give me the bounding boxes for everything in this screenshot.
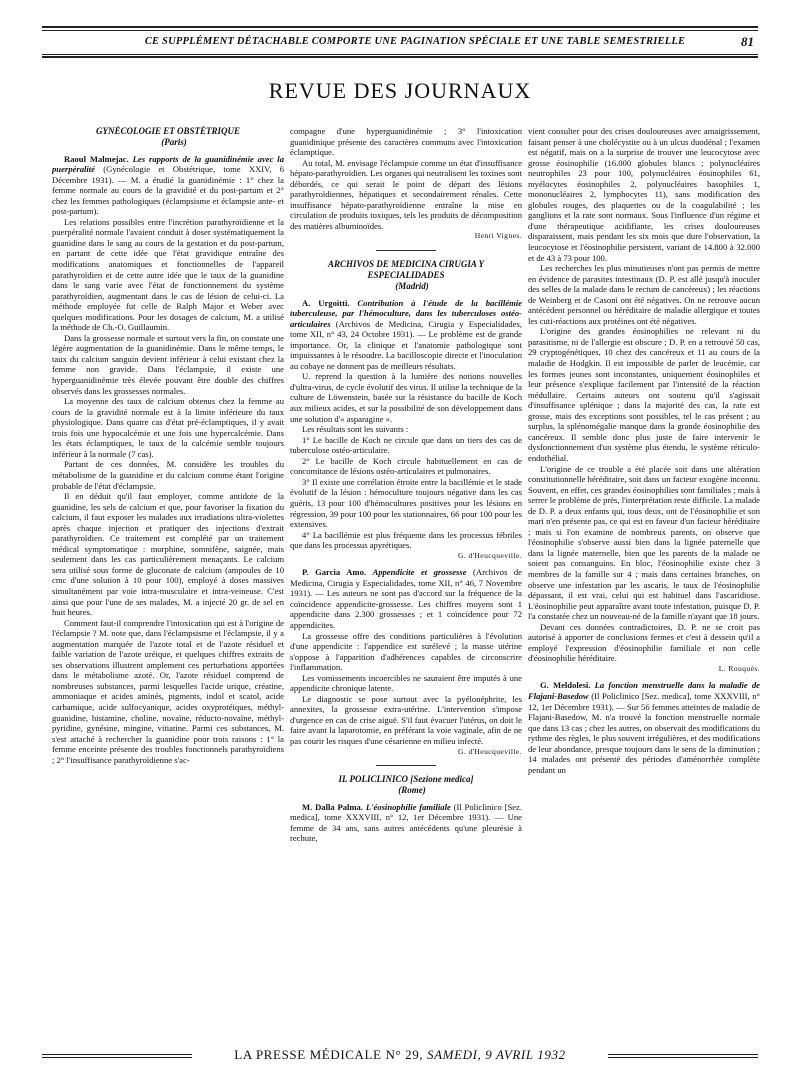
- paragraph: Il en déduit qu'il faut employer, comme antidote de la guanidine, les sels de calcium et que, pour favoriser la fixation du calcium, il faut exposer les malades aux irradiations ultra-violettes après chaque injection et pratiquer des injections d'extrait parathyroïdien. Ce traitement est complété par un traitement médical symptomatique : morphine, somnifène, saignée, mais seulement dans les cas particulièrement menaçants. Le calcium sera utilisé sous forme de gluconate de calcium (ampoules de 10 cmc d'une solution à 10 pour 100), employé à doses massives simultanément par voie intra-musculaire et intra-veineuse. C'est ainsi que pour l'une de ses malades, M. a injecté 20 gr. de sel en huit heures.: [52, 491, 284, 618]
- article-reference: (Archivos de Medicina, Cirugia y Especialidades, tome XII, n° 43, 24 Octobre 1931). — Le problème est de grande importance. Or, la clinique et l'anatomie pathologique sont impuissantes à le résoudre. La bacilloscopie directe et l'inoculation au cobaye ne donnent pas de meilleurs résultats.: [290, 318, 522, 371]
- paragraph: Dans la grossesse normale et surtout vers la fin, on constate une légère augmentation de la guanidinémie. Dans le même temps, le taux du calcium sanguin devient inférieur à celui existant chez la femme non gravide. Dans l'éclampsie, il existe une hyperguanidinémie très élevée pouvant être double des chiffres observés dans les grossesses normales.: [52, 332, 284, 396]
- article-reference: (Il Policlinico [Sez. medica], tome XXXVIII, n° 12, 1er Décembre 1931). — Sur 56 femmes atteintes de maladie de Flajani-Basedow, M. n'a trouvé la fonction menstruelle normale que dans 13 cas ; chez les autres, on observait des modifications du rythme des règles, le plus souvent irrégulières, et des modifications de leur abondance, presque toujours dans le sens de la diminution ; 14 malades ont présenté des périodes d'aménorrhée complète pendant un: [528, 690, 760, 775]
- paragraph: 2° Le bacille de Koch circule habituellement en cas de concomitance de lésions ostéo-articulaires et pulmonaires.: [290, 455, 522, 477]
- section-location: (Rome): [398, 785, 426, 796]
- top-rule: [42, 26, 758, 28]
- article-title: Les rapports de la guanidinémie avec la puerpéralité: [52, 153, 284, 175]
- paragraph: Au total, M. envisage l'éclampsie comme un état d'insuffisance hépato-parathyroïdien. Les organes qui neutralisent les toxines sont débordés, ce qui serait le point de départ des lésions parathyroïdiennes, hépatiques et secondairement rénales. Cette insuffisance hépato-parathyroïdienne entraîne la mise en circulation de produits toxiques, tels les produits de décomposition des matières albuminoïdes.: [290, 157, 522, 231]
- article-author: G. Meldolesi.: [540, 680, 591, 691]
- paragraph: Les recherches les plus minutieuses n'ont pas permis de mettre en évidence de parasites intestinaux (D. P. est allé jusqu'à inoculer des selles de la malade dans le rectum de cancéreux) ; les réactions de Weinberg et de Casoni ont été négatives. On ne retrouve aucun antécédent personnel ou héréditaire de maladie allergique et toutes les cuti-réactions aux protéines ont été négatives.: [528, 263, 760, 326]
- paragraph: La moyenne des taux de calcium obtenus chez la femme au cours de la gravidité normale est à la limite inférieure du taux physiologique. Dans quatre cas d'état pré-éclamptiques, il y avait trois fois une hypocalcémie et une fois une hypercalcémie. Dans les états éclamptiques, le taux de la calcémie semble toujours inférieur à la normale (7 cas).: [52, 396, 284, 459]
- article-reference: (Il Policlinico [Sez. medica], tome XXXVIII, n° 12, 1er Décembre 1931). — Une femme de 34 ans, sans autres antécédents qu'une pleurésie à rechute,: [290, 801, 522, 844]
- section-title: GYNÉCOLOGIE ET OBSTÉTRIQUE: [95, 126, 241, 136]
- article-lead: [290, 802, 522, 844]
- column-2: [290, 126, 522, 1046]
- paragraph: Devant ces données contradictoires, D. P. ne se croit pas autorisé à apporter de conclusions fermes et c'est à dessein qu'il a employé l'expression d'éosinophilie familiale et non celle d'éosinophilie héréditaire.: [528, 621, 760, 664]
- article-reference: (Archivos de Medicina, Cirugia y Especialidades, tome XII, n° 46, 7 Novembre 1931). — Les auteurs ne sont pas d'accord sur la fréquence de la coïncidence appendicite-grossesse. Les chiffres moyens sont 1 appendicite dans 2.300 grossesses ; et 1 coïncidence pour 72 appendicites.: [290, 567, 522, 630]
- paragraph: L'origine de ce trouble a été placée soit dans une altération constitutionnelle héréditaire, soit dans un facteur exogène inconnu. Souvent, en effet, ces grandes éosinophilies sont familiales ; mais à serrer le problème de près, l'interprétation reste difficile. La malade de D. P. a deux enfants qui, tous deux, ont de l'éosinophilie et son mari n'en présente pas, ce qui est en faveur d'un facteur héréditaire ; mais si l'on examine de nombreux parents, on observe que l'éosinophilie s'observe aussi bien dans la lignée paternelle que dans la lignée maternelle, bien que les parents de la malade ne soient pas consanguins. En bloc, l'éosinophilie existe chez 3 membres de la famille sur 4 ; mais dans certaines branches, on observe une infestation par les ascaris, le taux de l'éosinophilie dépassant, il est vrai, celui qui est habituel dans l'ascaridiose. L'éosinophilie peut apparaître avant toute infestation, puisque D. P. l'a constatée chez un nouveau-né de la famille n'ayant que 18 jours.: [528, 463, 760, 622]
- issue-number: N° 29,: [385, 1047, 424, 1062]
- top-rule-thin: [42, 30, 758, 31]
- paragraph: 1° Le bacille de Koch ne circule que dans un tiers des cas de tuberculose ostéo-articulaire.: [290, 434, 522, 456]
- section-title: IL POLICLINICO [Sezione medica]: [338, 774, 474, 785]
- paragraph: L'origine des grandes éosinophilies ne relevant ni du parasitisme, ni de l'allergie est obscure ; D. P. en a retrouvé 50 cas, 29 cryptogénétiques, 10 chez des cancéreux et 11 au cours de la maladie de Hodgkin. Il est impossible de parler de leucémie, car les formes jeunes sont inconstantes, uniquement éosinophiles et leur présence s'explique facilement par l'intensité de la réaction médullaire. Certains auteurs ont soutenu qu'il s'agissait d'insuffisance splénique ; dans la majorité des cas, la rate est grosse, mais des exceptions sont possibles, tel le cas présent ; au surplus, la splénomégalie manque dans la grande éosinophilie des cancéreux. Il semble donc plus juste de faire intervenir le dysfonctionnement d'un système plus étendu, le système réticulo-endothélial.: [528, 326, 760, 463]
- paragraph: Les relations possibles entre l'incrétion parathyroïdienne et la puerpéralité normale l'avaient conduit à doser systématiquement la guanidine dans le sang au cours de la gestation et du post-partum, en partant de cette idée que l'état gravidique entraîne des modifications anatomiques et fonctionnelles de l'appareil parathyroïdien et de cette autre idée que le taux de la guanidine dans le sang varie avec l'état de fonctionnement du système parathyroïdien, augmentant dans le cas de lésion de celui-ci. La méthode employée fut celle de Ralph Major et Weber avec quelques modifications. Pour les dosages de calcium, M. a utilisé la méthode de Ch.-O. Guillaumin.: [52, 216, 284, 333]
- paragraph: Le diagnostic se pose surtout avec la pyélonéphrite, les annexites, la grossesse extra-utérine. L'intervention s'impose d'urgence en cas de crise aiguë. S'il faut évacuer l'utérus, on doit le faire avant la laparotomie, en préférant la voie vaginale, afin de ne pas courir les risques d'une césarienne en milieu infecté.: [290, 693, 522, 746]
- paragraph: Comment faut-il comprendre l'intoxication qui est à l'origine de l'éclampsie ? M. note que, dans l'éclampsisme et l'éclampsie, il y a augmentation marquée de l'azote total et de l'azote résiduel et faible variation de l'azote uréique, et quelques chiffres extraits de ses observations illustrent amplement ces perturbations apportées dans le métabolisme azoté. Or, l'azote résiduel comprend de nombreuses substances, parmi lesquelles l'acide urique, créatine, ammoniaque et acides aminés, pigments, indol et scatol, acide carbamique, acide sulfocyanique, acides oxyprotéiques, méthyl-guanidine, histamine, choline, novaïne, réducto-novaïne, méthyl-pyridine, gynésine, mingine, vitiatine. Parmi ces substances, M. s'est attaché à rechercher la guanidine pour trois raisons : 1° la femme enceinte présente des troubles fonctionnels parathyroïdiens ; 2° l'insuffisance parathyroïdienne s'ac-: [52, 617, 284, 765]
- section-title: ARCHIVOS DE MEDICINA CIRUGIA Y ESPECIALIDADES: [328, 259, 484, 281]
- section-location: (Madrid): [395, 281, 429, 292]
- author-signature: G. d'Heucqueville.: [457, 746, 522, 756]
- author-signature: L. Rouquès.: [718, 663, 760, 673]
- header-rule: [42, 54, 758, 55]
- article-author: A. Urgoitti.: [302, 297, 350, 308]
- paragraph: 4° La bacillémie est plus fréquente dans les processus fébriles que dans les processus apyrétiques.: [290, 529, 522, 551]
- article-lead: [528, 680, 760, 775]
- paragraph: La grossesse offre des conditions particulières à l'évolution d'une appendicite : l'appendice est surélevé ; la masse utérine s'oppose à l'apparition d'adhérences capables de circonscrire l'inflammation.: [290, 630, 522, 673]
- page-number: 81: [741, 34, 754, 49]
- article-lead: [52, 154, 284, 217]
- paragraph: 3° Il existe une corrélation étroite entre la bacillémie et le stade évolutif de la lésion : hémoculture toujours négative dans les cas guéris, 13 pour 100 d'hémocultures positives pour les lésions en régression, 39 pour 100 pour les stationnaires, 66 pour 100 pour les extensives.: [290, 476, 522, 530]
- article-author: Raoul Malmejac.: [64, 153, 129, 164]
- article-lead: [290, 298, 522, 372]
- paragraph: compagne d'une hyperguanidinémie ; 3° l'intoxication guanidinique présente des caractères communs avec l'intoxication éclamptique.: [290, 126, 522, 158]
- section-divider: [376, 765, 436, 766]
- issue-date: SAMEDI, 9 AVRIL 1932: [427, 1047, 566, 1062]
- article-title: La fonction menstruelle dans la maladie de Flajani-Basedow: [528, 680, 760, 701]
- article-reference: (Gynécologie et Obstétrique, tome XXIV, 6 Décembre 1931). — M. a étudié la guanidinémie : 1° chez la femme normale au cours de la gravidité et du post-partum et 2° chez les femmes pathologiques (éclampsisme et éclampsie ante- et post-partum).: [52, 164, 284, 217]
- paragraph: vient consulter pour des crises douloureuses avec amaigrissement, faisant penser à une cholécystite ou à un ulcus duodénal ; l'examen est négatif, mais on a la surprise de trouver une leucocytose avec grosse éosinophilie (16.000 globules blancs ; polynucléaires neutrophiles 23 pour 100, polynucléaires éosinophiles 61, myélocytes éosinophiles 2, polynucléaires basophiles 1, mononucléaires 2, lymphocytes 11), sans modification des globules rouges, des plaquettes ou de la coagulabilité ; les ganglions et la rate sont normaux. Sous l'influence d'un régime et d'une thérapeutique acidifiante, les crises douloureuses disparaissent, mais pendant les six mois que dure l'observation, la leucocytose et l'éosinophilie persistent, variant de 14.800 à 32.000 et de 43 à 73 pour 100.: [528, 126, 760, 263]
- page-footer: [60, 1047, 740, 1063]
- column-1: [52, 126, 284, 1046]
- paragraph: Les résultats sont les suivants :: [302, 424, 409, 435]
- author-signature: Henri Vignes.: [474, 231, 522, 241]
- section-divider: [376, 250, 436, 251]
- article-title: Appendicite et grossesse: [372, 567, 467, 578]
- section-location: (Paris): [161, 137, 187, 147]
- article-author: P. Garcia Amo.: [302, 567, 367, 578]
- column-3: [528, 126, 760, 1046]
- supplement-notice: CE SUPPLÉMENT DÉTACHABLE COMPORTE UNE PAGINATION SPÉCIALE ET UNE TABLE SEMESTRIELLE: [144, 36, 686, 47]
- paragraph: U. reprend la question à la lumière des notions nouvelles d'ultra-virus, de cycle évolutif des virus. Il utilise la technique de la culture de Löwenstein, basée sur la résistance du bacille de Koch aux milieux acides, et sur la possibilité de son développement dans une solution d'« asparagine ».: [290, 371, 522, 424]
- journal-name: LA PRESSE MÉDICALE: [234, 1047, 382, 1062]
- paragraph: Partant de ces données, M. considère les troubles du métabolisme de la guanidine et du calcium comme étant l'origine probable de l'état d'éclampsie.: [52, 459, 284, 491]
- header-rule-thick: [42, 56, 758, 58]
- article-title: L'éosinophilie familiale: [365, 801, 451, 812]
- author-signature: G. d'Heucqueville.: [457, 550, 522, 560]
- page-title: REVUE DES JOURNAUX: [268, 78, 532, 103]
- article-author: M. Dalla Palma.: [302, 801, 364, 812]
- article-lead: [290, 567, 522, 630]
- paragraph: Les vomissements incoercibles ne sauraient être imputés à une appendicite chronique latente.: [290, 672, 522, 694]
- article-title: Contribution à l'étude de la bacillémie tuberculeuse, par l'hémoculture, dans les tuberculoses ostéo-articulaires: [290, 297, 522, 329]
